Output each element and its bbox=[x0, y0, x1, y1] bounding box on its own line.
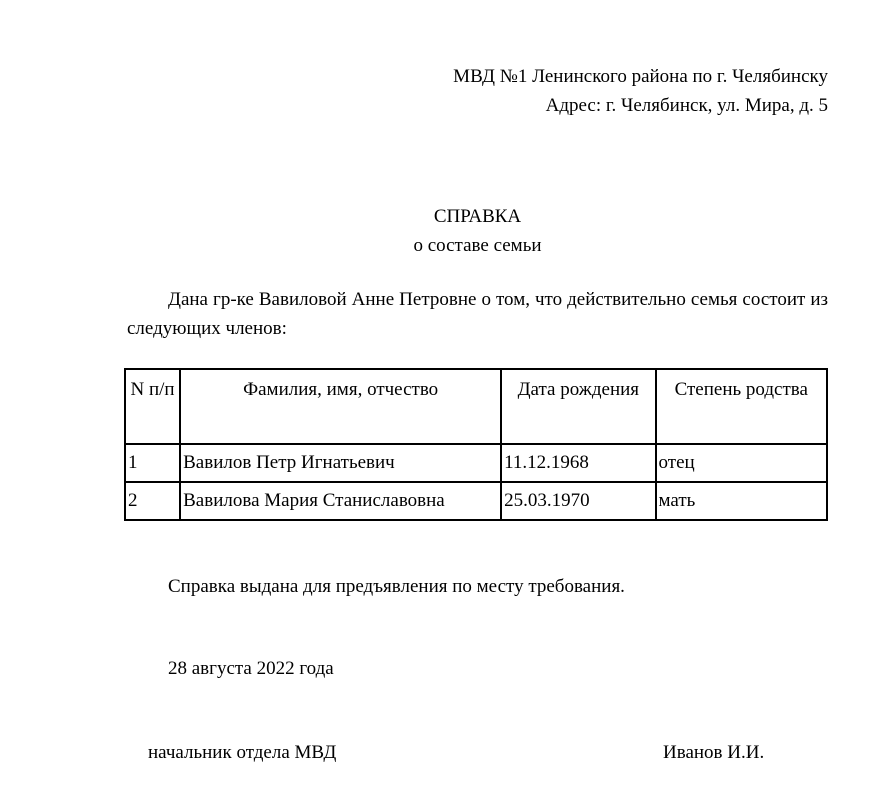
table-row bbox=[125, 444, 827, 482]
document-subtitle: о составе семьи bbox=[413, 235, 542, 256]
purpose-statement: Справка выдана для предъявления по месту требования. bbox=[168, 576, 625, 597]
table-row bbox=[125, 482, 827, 520]
row-name: Вавилова Мария Станиславовна bbox=[180, 482, 501, 520]
row-relation: отец bbox=[656, 444, 827, 482]
header-name: Фамилия, имя, отчество bbox=[180, 369, 501, 444]
row-relation: мать bbox=[656, 482, 827, 520]
signatory-position: начальник отдела МВД bbox=[148, 742, 337, 763]
signatory-name: Иванов И.И. bbox=[663, 742, 765, 763]
document-title: СПРАВКА bbox=[433, 206, 522, 227]
row-name: Вавилов Петр Игнатьевич bbox=[180, 444, 501, 482]
header-relation: Степень родства bbox=[656, 369, 827, 444]
document-title-block bbox=[0, 202, 893, 260]
table-header-row bbox=[125, 369, 827, 444]
document-header bbox=[453, 62, 828, 120]
intro-paragraph: Дана гр-ке Вавиловой Анне Петровне о том, что действительно семья состоит из следующих членов: bbox=[127, 289, 828, 339]
family-table bbox=[124, 368, 828, 521]
row-number: 1 bbox=[125, 444, 180, 482]
row-birthdate: 25.03.1970 bbox=[501, 482, 655, 520]
header-birthdate: Дата рождения bbox=[501, 369, 655, 444]
row-birthdate: 11.12.1968 bbox=[501, 444, 655, 482]
issue-date: 28 августа 2022 года bbox=[168, 658, 334, 679]
header-number: N п/п bbox=[125, 369, 180, 444]
organization-address: Адрес: г. Челябинск, ул. Мира, д. 5 bbox=[545, 95, 828, 116]
row-number: 2 bbox=[125, 482, 180, 520]
organization-name: МВД №1 Ленинского района по г. Челябинску bbox=[453, 66, 828, 87]
